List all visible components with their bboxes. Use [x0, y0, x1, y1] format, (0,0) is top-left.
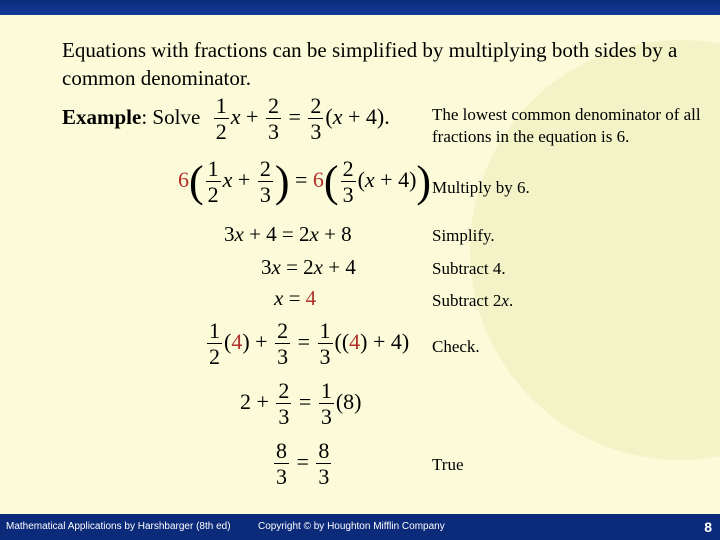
check-step-2: 2 + $\frac{2}{3}$ = $\frac{1}{3}$ (8)	[240, 378, 362, 429]
footer-copyright: Copyright © by Houghton Mifflin Company	[258, 521, 445, 532]
example-equation: Example: Solve $\frac{1}{2}$ x + $\frac{2}{3}$ = $\frac{2}{3}$ (x + 4).	[62, 93, 390, 144]
solution-value: 4	[305, 286, 317, 310]
example-text: : Solve	[141, 105, 201, 130]
multiplier: 6	[178, 167, 189, 193]
check-step-3: $\frac{8}{3}$ = $\frac{8}{3}$	[276, 438, 330, 489]
note-true: True	[432, 455, 464, 474]
note-simplify: Simplify.	[432, 226, 495, 245]
note-check: Check.	[432, 337, 480, 356]
example-label: Example	[62, 105, 142, 130]
intro-text: Equations with fractions can be simplified by multiplying both sides by a common denominator.	[62, 38, 678, 90]
multiplier: 6	[312, 167, 324, 193]
header-bar	[0, 0, 720, 15]
fraction: $\frac{1}{2}$	[215, 93, 227, 144]
background-decoration	[470, 40, 720, 460]
note-lcd: The lowest common denominator of all fractions in the equation is 6.	[432, 105, 701, 146]
page-number: 8	[704, 519, 712, 535]
footer-book-title: Mathematical Applications by Harshbarger (8th ed)	[6, 521, 231, 532]
simplified-equation: 3x + 4 = 2x + 8	[224, 222, 352, 246]
multiply-equation: 6( $\frac{1}{2}$ x + $\frac{2}{3}$ ) = 6( $\frac{2}{3}$ (x + 4))	[178, 156, 432, 207]
fraction: $\frac{2}{3}$	[310, 93, 322, 144]
check-equation: $\frac{1}{2}$ (4) + $\frac{2}{3}$ = $\frac{1}{3}$ ((4) + 4)	[209, 318, 410, 369]
note-subtract-4: Subtract 4.	[432, 259, 506, 278]
solution-equation: x = 4	[274, 286, 317, 310]
fraction: $\frac{2}{3}$	[267, 93, 279, 144]
footer-bar	[0, 514, 720, 540]
note-subtract-2x: Subtract 2x.	[432, 291, 514, 310]
subtract-4-equation: 3x = 2x + 4	[261, 255, 356, 279]
note-multiply: Multiply by 6.	[432, 178, 530, 197]
